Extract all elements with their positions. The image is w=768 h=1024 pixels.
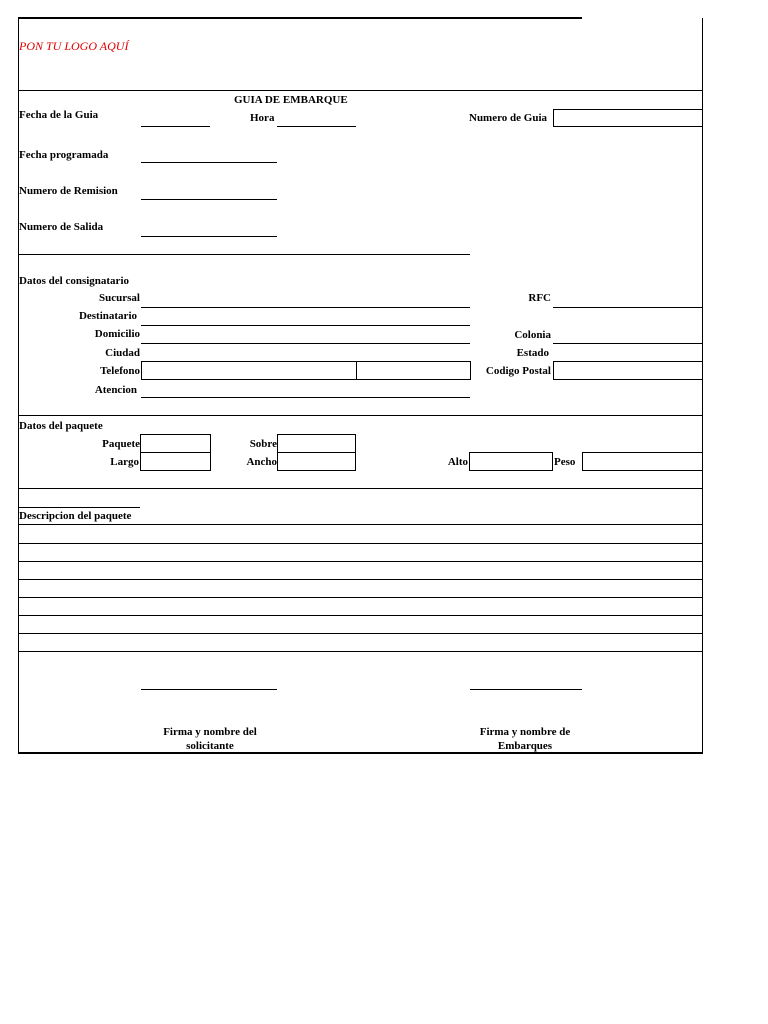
descripcion-line-5[interactable] bbox=[18, 597, 703, 598]
numero-salida-label: Numero de Salida bbox=[19, 221, 104, 233]
paquete-section-label: Datos del paquete bbox=[19, 420, 103, 432]
paquete-bottom-divider bbox=[18, 488, 703, 489]
telefono-label: Telefono bbox=[100, 365, 140, 377]
ancho-label: Ancho bbox=[246, 456, 277, 468]
fecha-programada-field[interactable] bbox=[141, 162, 277, 163]
numero-salida-field[interactable] bbox=[141, 236, 277, 237]
fecha-guia-label: Fecha de la Guia bbox=[19, 109, 99, 121]
descripcion-line-3[interactable] bbox=[18, 561, 703, 562]
atencion-field[interactable] bbox=[141, 397, 470, 398]
descripcion-line-2[interactable] bbox=[18, 543, 703, 544]
consignatario-section-label: Datos del consignatario bbox=[19, 275, 129, 287]
domicilio-field[interactable] bbox=[141, 343, 470, 344]
firma-solicitante-line[interactable] bbox=[141, 689, 277, 690]
rfc-label: RFC bbox=[528, 292, 551, 304]
destinatario-field[interactable] bbox=[141, 325, 470, 326]
descripcion-label: Descripcion del paquete bbox=[19, 510, 132, 522]
firma-solicitante-label-2: solicitante bbox=[186, 740, 234, 752]
right-border bbox=[702, 18, 703, 754]
peso-field[interactable] bbox=[582, 452, 703, 471]
codigo-postal-label: Codigo Postal bbox=[485, 365, 551, 377]
hora-label: Hora bbox=[250, 112, 275, 124]
logo-placeholder: PON TU LOGO AQUÍ bbox=[19, 39, 129, 53]
header-bottom-divider bbox=[18, 254, 470, 255]
domicilio-label: Domicilio bbox=[94, 328, 140, 340]
peso-label: Peso bbox=[554, 456, 576, 468]
firma-embarques-label-1: Firma y nombre de bbox=[479, 726, 571, 738]
rfc-field[interactable] bbox=[553, 307, 703, 308]
header-divider bbox=[18, 90, 703, 91]
fecha-guia-field[interactable] bbox=[141, 126, 210, 127]
ancho-field[interactable] bbox=[277, 452, 356, 471]
fecha-programada-label: Fecha programada bbox=[19, 149, 109, 161]
descripcion-label-top-line bbox=[18, 507, 140, 508]
sucursal-label: Sucursal bbox=[99, 292, 140, 304]
firma-embarques-line[interactable] bbox=[470, 689, 582, 690]
consignatario-bottom-divider bbox=[18, 415, 703, 416]
page-title: GUIA DE EMBARQUE bbox=[234, 94, 348, 106]
sobre-field[interactable] bbox=[277, 434, 356, 453]
left-border bbox=[18, 18, 19, 754]
atencion-label: Atencion bbox=[94, 384, 137, 396]
top-border bbox=[18, 17, 582, 19]
descripcion-line-4[interactable] bbox=[18, 579, 703, 580]
codigo-postal-field[interactable] bbox=[553, 361, 703, 380]
firma-solicitante-label-1: Firma y nombre del bbox=[163, 726, 257, 738]
descripcion-line-6[interactable] bbox=[18, 615, 703, 616]
destinatario-label: Destinatario bbox=[78, 310, 137, 322]
hora-field[interactable] bbox=[277, 126, 356, 127]
colonia-label: Colonia bbox=[514, 329, 551, 341]
sucursal-field[interactable] bbox=[141, 307, 470, 308]
colonia-field[interactable] bbox=[553, 343, 703, 344]
numero-remision-field[interactable] bbox=[141, 199, 277, 200]
paquete-label: Paquete bbox=[102, 438, 140, 450]
numero-remision-label: Numero de Remision bbox=[19, 185, 118, 197]
telefono-field[interactable] bbox=[141, 361, 357, 380]
paquete-field[interactable] bbox=[140, 434, 211, 453]
firma-embarques-label-2: Embarques bbox=[497, 740, 553, 752]
ciudad-label: Ciudad bbox=[105, 347, 140, 359]
largo-field[interactable] bbox=[140, 452, 211, 471]
descripcion-line-7[interactable] bbox=[18, 633, 703, 634]
alto-field[interactable] bbox=[469, 452, 553, 471]
descripcion-line-1[interactable] bbox=[18, 524, 703, 525]
sobre-label: Sobre bbox=[249, 438, 277, 450]
telefono-ext-field[interactable] bbox=[356, 361, 471, 380]
largo-label: Largo bbox=[110, 456, 139, 468]
numero-guia-field[interactable] bbox=[553, 109, 703, 127]
numero-guia-label: Numero de Guia bbox=[469, 112, 548, 124]
estado-label: Estado bbox=[516, 347, 549, 359]
alto-label: Alto bbox=[447, 456, 468, 468]
descripcion-line-8[interactable] bbox=[18, 651, 703, 652]
